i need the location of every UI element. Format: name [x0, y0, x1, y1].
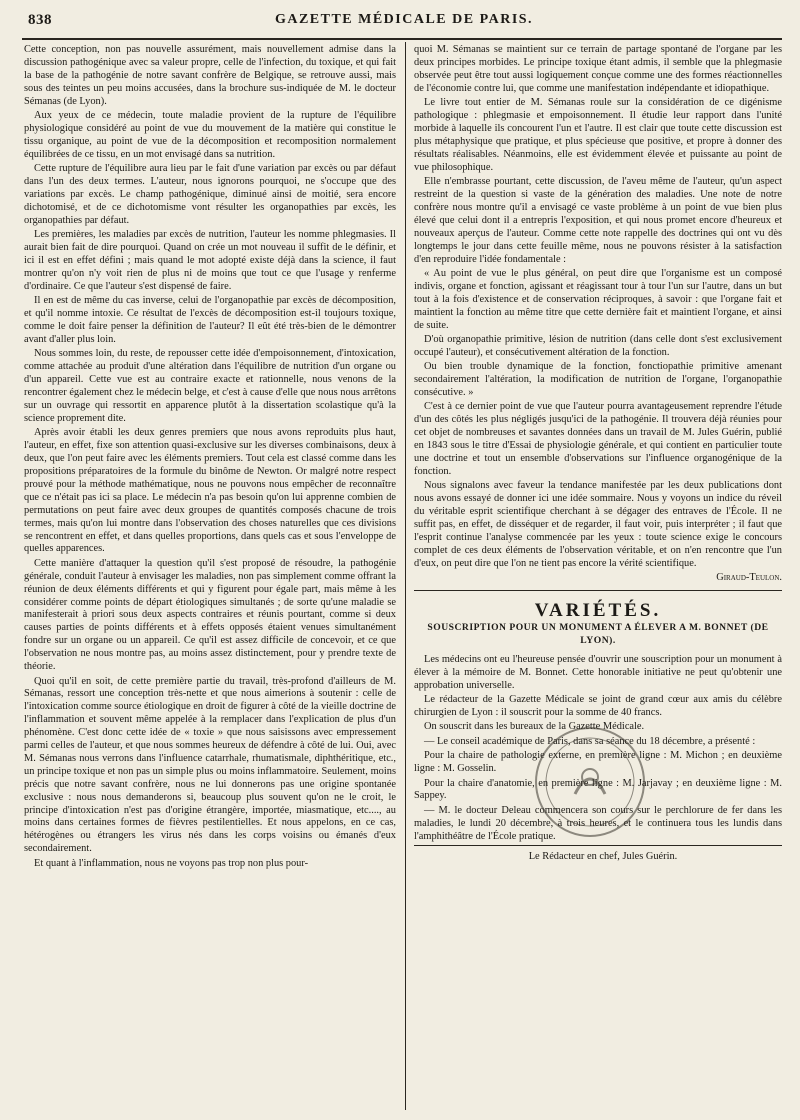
right-column: [414, 44, 782, 1114]
quote-paragraph: D'où organopathie primitive, lésion de nutrition (dans celle dont s'est exclusivement occupé l'auteur), et consécutivement altération de la fonction.: [414, 333, 782, 358]
column-divider: [405, 42, 406, 1110]
paragraph: Et quant à l'inflammation, nous ne voyons pas trop non plus pour-: [34, 857, 309, 869]
paragraph: Elle n'embrasse pourtant, cette discussion, de l'aveu même de l'auteur, qu'un aspect restreint de la question si vaste de la génération des maladies. Une note de notre confrère nous montre qu'il a envisagé ce vaste problème à un point de vue bien plus élevé que celui dont il a entrepris l'exposition, et qui nous promet encore d'heureux et nouveaux aperçus de l'auteur. Comme cette note rappelle des doctrines qui ont vu dès longtemps le jour dans cette feuille même, nous ne pouvons résister à la satisfaction d'en reproduire l'idée fondamentale :: [414, 176, 782, 265]
paragraph: Cette rupture de l'équilibre aura lieu par le fait d'une variation par excès ou par défaut dans l'un des deux termes. L'auteur, nous ignorons pourquoi, ne s'occupe que des variations par excès. Le champ pathogénique, diminué ainsi de moitié, sera encore dichotomisé, et de ce dichotomisme vont résulter les organopathies par excès, les organopathies par défaut.: [24, 163, 396, 226]
header-rule: [22, 38, 782, 40]
section-rule: [414, 590, 782, 591]
paragraph: Après avoir établi les deux genres premiers que nous avons reproduits plus haut, l'auteur, en effet, fixe son attention quasi-exclusive sur les diverses combinaisons, deux à deux, que l'on peut faire avec les éléments premiers. Tout cela est classé comme dans les propositions préparatoires de la formule du binôme de Newton. Or malgré notre respect prouvé pour la méthode mathématique, nous ne pouvons nous empêcher de reconnaître que ce n'était pas ici sa place. Le médecin n'a pas besoin qu'on lui apprenne combien de permutations on peut faire avec deux groupes de quantités composés chacune de trois termes, mais qu'on lui montre dans l'observation des choses naturelles que ces divisions se rencontrent en effet, et dans quelles proportions, dans quels cas et sous l'enveloppe de quelles apparences.: [24, 427, 396, 555]
paragraph: Nous signalons avec faveur la tendance manifestée par les deux publications dont nous avons essayé de donner ici une idée sommaire. Nous y voyons un indice du réveil du véritable esprit scientifique cherchant à se dégager des entraves de l'École. Il ne suffit pas, en effet, de disséquer et de regarder, il faut voir, puis interpréter ; il faut que l'esprit continue l'analyse commencée par les yeux : toute science exige le concours complet de ces deux éléments de l'observation véritable, et on n'en rencontre que l'un d'eux, on peut dire que l'on ne tient pas encore la vérité scientifique.: [414, 480, 782, 569]
left-column: [24, 44, 396, 1114]
editor-signature: Le Rédacteur en chef, Jules Guérin.: [414, 845, 782, 864]
page-header: [28, 12, 780, 34]
paragraph: Nous sommes loin, du reste, de repousser cette idée d'empoisonnement, d'intoxication, comme attachée au produit d'une altération dans l'équilibre de nutrition d'un organe ou d'un appareil. Cette vue est au contraire exacte et rationnelle, nous venons de la rencontrer également chez le médecin belge, et c'est à cause d'elle que nous nous arrêtons sur un ouvrage qui ressortit en apparence plutôt à la dissertation scolastique qu'à la science proprement dite.: [24, 348, 396, 424]
news-paragraph: Pour la chaire d'anatomie, en première ligne : M. Jarjavay ; en deuxième ligne : M. Sappey.: [414, 777, 782, 802]
paragraph: C'est à ce dernier point de vue que l'auteur pourra avantageusement reprendre l'étude d'un des côtés les plus négligés jusqu'ici de la pathogénie. Il trouvera déjà réunies pour cet objet de nombreuses et savantes données dans un travail de M. Jules Guérin, publié en 1843 sous le titre d'Essai de physiologie générale, et qui contient en particulier toute une doctrine et tout un ensemble d'observations sur l'influence organogénique de la fonction.: [414, 401, 782, 477]
quote-paragraph: « Au point de vue le plus général, on peut dire que l'organisme est un composé indivis, organe et fonction, agissant et réagissant tour à tour l'un sur l'autre, dans un but tout à la fois d'existence et de conservation réciproques, à savoir : que l'organe fait et maintient la fonction au même titre que cette dernière fait et maintient l'organe, et ainsi de suite.: [414, 267, 782, 331]
varietes-subtitle: SOUSCRIPTION POUR UN MONUMENT A ÉLEVER A M. BONNET (DE LYON).: [427, 622, 769, 646]
paragraph: Les premières, les maladies par excès de nutrition, l'auteur les nomme phlegmasies. Il aurait bien fait de dire pourquoi. Quand on crée un mot nouveau il suffit de le définir, et ici il est en effet défini ; mais quand le mot adopté existe déjà dans la science, il faut montrer qu'on n'y voit rien de plus ni de moins que tout ce que l'usage y renferme d'ordinaire. Ce que l'auteur s'est dispensé de faire.: [24, 229, 396, 292]
paragraph: Aux yeux de ce médecin, toute maladie provient de la rupture de l'équilibre physiologique considéré au point de vue du mouvement de la matière qui constitue le tissu organique, au point de vue de la décomposition et recomposition normalement équilibrées de ce tissu, en un mot envisagé dans sa nutrition.: [24, 110, 396, 160]
page-number: 838: [28, 12, 52, 28]
news-paragraph: Les médecins ont eu l'heureuse pensée d'ouvrir une souscription pour un monument à élever à la mémoire de M. Bonnet. Cette honorable initiative ne peut qu'obtenir une approbation universelle.: [414, 653, 782, 691]
paragraph: Le livre tout entier de M. Sémanas roule sur la considération de ce digénisme pathologique : phlegmasie et empoisonnement. Il étudie leur rapport dans l'unité morbide à laquelle ils concourent l'un et l'autre. Il est clair que toute cette discussion est plus métaphysique que pratique, et plus spécieuse que positive, et propre à donner des résultats réalisables. Néanmoins, elle est évidemment élevée et puissante au point de vue philosophique.: [414, 97, 782, 173]
journal-title: GAZETTE MÉDICALE DE PARIS.: [274, 12, 534, 27]
paragraph: quoi M. Sémanas se maintient sur ce terrain de partage spontané de l'organe par les deux principes morbides. Le principe toxique étant admis, il semble que la phlegmasie observée peut être tout aussi logiquement conçue comme une des formes réactionnelles de l'économie contre lui, que comme une manifestation indépendante et idiopathique.: [414, 44, 782, 94]
news-paragraph: Pour la chaire de pathologie externe, en première ligne : M. Michon ; en deuxième ligne : M. Gosselin.: [414, 750, 782, 775]
article-signature: Giraud-Teulon.: [716, 572, 782, 584]
paragraph: Cette manière d'attaquer la question qu'il s'est proposé de résoudre, la pathogénie générale, conduit l'auteur à envisager les maladies, non pas simplement comme offrant la réunion de deux éléments différents et qui y figurent pour égale part, mais même à les considérer comme points de départ étiologiques simultanés ; de sorte qu'une maladie se manifesterait à priori sous deux aspects contraires et réunis pourtant, comme si deux causes parties de points différents et à effets opposés étaient venues simultanément fondre sur un organe ou un appareil. Ce qu'il est assez difficile de concevoir, et ce que l'observation ne nous montre pas, au moins assez distinctement, pour y prendre texte de théorie.: [24, 557, 396, 673]
news-paragraph: — Le conseil académique de Paris, dans sa séance du 18 décembre, a présenté :: [424, 735, 756, 747]
quote-paragraph: Ou bien trouble dynamique de la fonction, fonctiopathie primitive amenant secondairement l'altération, la modification de nutrition de l'organe, l'organopathie consécutive. »: [414, 361, 782, 399]
paragraph: Quoi qu'il en soit, de cette première partie du travail, très-profond d'ailleurs de M. Sémanas, ressort une conception très-nette et que nous aimerions à soutenir : celle de l'intoxication comme source étiologique en droit de figurer à côté de la vieille doctrine de l'inflammation et souvent même appelée à la remplacer dans l'explication de plus d'un phénomène. C'est donc cette idée de « toxie » que nous saisissons avec empressement parmi celles de l'auteur, et que nous sommes heureux de défendre à côté de lui. Oui, avec M. Sémanas nous verrons dans l'influence catarrhale, rhumatismale, diphthéritique, etc., un principe toxique et non pas un simple plus ou moins inflammatoire. Seulement, moins précis que notre savant confrère, nous ne lui donnerons pas une origine spontanée exclusive : nous nous demanderons si, beaucoup plus souvent qu'on ne le croit, le principe d'intoxication n'est pas d'origine étrangère, importée, miasmatique, etc...., au moins dans certaines formes de fièvres pestilentielles. Et nous appelons, en ce cas, hétérogènes ou étrangers les virus nés dans les corps voisins ou émanés d'eux secondairement.: [24, 675, 396, 855]
paragraph: Cette conception, non pas nouvelle assurément, mais nouvellement admise dans la discussion pathogénique avec sa valeur propre, celle de l'infection, du toxique, et qui fait la base de la pathogénie de notre savant confrère de Belgique, se retrouve aussi, mais sous des teintes un peu moins accusées, dans la brochure sus-indiquée de M. le docteur Sémanas (de Lyon).: [24, 44, 396, 107]
news-paragraph: On souscrit dans les bureaux de la Gazette Médicale.: [424, 721, 645, 733]
paragraph: Il en est de même du cas inverse, celui de l'organopathie par excès de décomposition, et qu'il nomme intoxie. Ce résultat de l'excès de décomposition est-il toujours toxique, comme le doit faire penser la définition de l'auteur? Il eût été très-bien de le démontrer avant d'aller plus loin.: [24, 295, 396, 345]
varietes-heading: VARIÉTÉS.: [534, 600, 662, 622]
news-paragraph: — M. le docteur Deleau commencera son cours sur le perchlorure de fer dans les maladies, le lundi 20 décembre, à trois heures, et le continuera tous les lundis dans l'amphithéâtre de l'École pratique.: [414, 804, 782, 842]
news-paragraph: Le rédacteur de la Gazette Médicale se joint de grand cœur aux amis du célèbre chirurgien de Lyon : il souscrit pour la somme de 40 francs.: [414, 694, 782, 718]
